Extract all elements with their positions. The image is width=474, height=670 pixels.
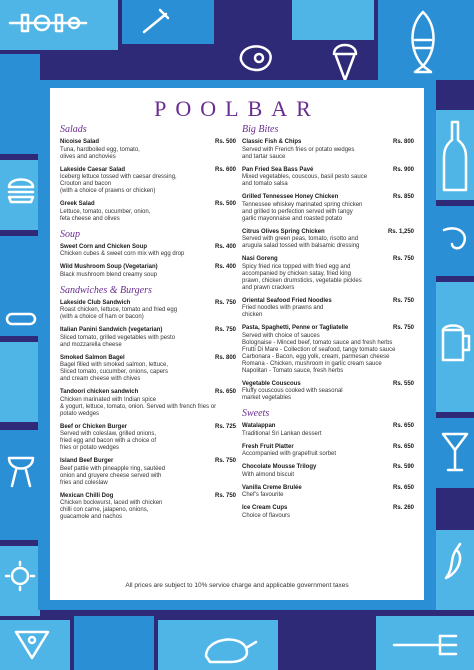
menu-column-right [242, 124, 414, 526]
grill-icon [6, 450, 36, 490]
cocktail-icon [440, 430, 470, 474]
item-name: Lakeside Club Sandwich [60, 299, 131, 306]
item-description: Served with choice of sauces [242, 332, 320, 339]
item-description: Bagel filled with smoked salmon, lettuce, [60, 362, 169, 368]
steak-icon [235, 40, 275, 74]
item-name: Smoked Salmon Bagel [60, 354, 125, 361]
item-description: Fried noodles with prawns and [242, 305, 324, 311]
item-description: Frutti Di Mare - Collection of seafood, tangy tomato sauce [242, 346, 396, 353]
item-price: Rs. 900 [392, 166, 414, 173]
menu-item [242, 505, 414, 520]
item-name: Nicoise Salad [60, 139, 100, 145]
menu-item [60, 264, 236, 279]
item-price: Rs. 750 [214, 458, 236, 464]
bg-tile [0, 342, 40, 422]
menu-item [60, 424, 236, 453]
item-description: Traditional Sri Lankan dessert [242, 430, 322, 437]
item-name: Fresh Fruit Platter [242, 443, 294, 450]
item-price: Rs. 1,250 [387, 228, 414, 235]
item-description: garlic mayonnaise and roasted potato [242, 215, 343, 222]
section-heading: Salads [60, 124, 87, 135]
item-price: Rs. 750 [214, 327, 236, 333]
bg-tile [292, 0, 374, 40]
menu-item [60, 167, 236, 196]
bottle-icon [440, 118, 470, 194]
item-price: Rs. 400 [214, 243, 236, 250]
item-description: feta cheese and olives [60, 215, 120, 222]
item-description: Iceberg lettuce tossed with caesar dressing, [60, 174, 177, 180]
skewer-icon [8, 8, 88, 38]
item-name: Wild Mushroom Soup (Vegetarian) [60, 264, 158, 270]
burger-icon [6, 175, 36, 205]
item-description: Served with French fries or potato wedges [242, 146, 355, 153]
item-price: Rs. 750 [392, 256, 414, 262]
item-description: Choice of flavours [242, 512, 291, 519]
section-heading: Big Bites [242, 124, 279, 135]
chili-icon [440, 542, 470, 582]
item-price: Rs. 650 [392, 443, 414, 450]
ice-cream-icon [330, 40, 360, 82]
fork-icon [140, 6, 170, 36]
item-price: Rs. 500 [214, 139, 236, 145]
item-name: Ice Cream Cups [242, 505, 288, 511]
item-description: Lettuce, tomato, cucumber, onion, [60, 208, 151, 215]
item-description: Black mushroom blend creamy soup [60, 271, 158, 278]
menu-item [242, 194, 414, 223]
item-price: Rs. 260 [392, 505, 414, 511]
item-description: Crouton and bacon [60, 181, 112, 187]
item-name: Chocolate Mousse Trilogy [242, 464, 317, 470]
item-description: olives and anchovies [60, 153, 116, 160]
item-description: Tuna, hardboiled egg, tomato, [60, 146, 140, 153]
item-price: Rs. 800 [214, 354, 236, 361]
item-description: and grilled to perfection served with tangy [242, 208, 353, 215]
item-description: accompanied by chicken satay, fried king [242, 270, 351, 277]
item-description: and tartar sauce [242, 153, 286, 160]
item-price: Rs. 550 [392, 380, 414, 387]
item-name: Pan Fried Sea Bass Pavé [242, 166, 314, 173]
chicken-icon [200, 626, 260, 666]
fork-icon [390, 630, 460, 660]
item-description: and mozzarella cheese [60, 341, 122, 348]
section-heading: Sandwiches & Burgers [60, 284, 152, 296]
menu-item [60, 458, 236, 487]
item-description: Chicken marinated with Indian spice [60, 396, 157, 403]
item-description: Fluffy couscous cooked with seasonal [242, 388, 343, 394]
item-description: fries and coleslaw [60, 479, 108, 486]
item-description: Sliced tomato, cucumber, onions, capers [60, 369, 169, 375]
section-heading: Sweets [242, 408, 270, 419]
item-name: Grilled Tennessee Honey Chicken [242, 194, 339, 200]
menu-item [242, 167, 414, 189]
menu-item [60, 300, 236, 322]
item-description: Chicken bockwurst, laced with chicken [60, 500, 163, 506]
item-name: Lakeside Caesar Salad [60, 166, 126, 173]
item-price: Rs. 590 [392, 464, 414, 470]
bg-tile [0, 54, 40, 154]
item-name: Oriental Seafood Fried Noodles [242, 297, 332, 304]
item-price: Rs. 800 [392, 139, 414, 145]
item-description: (with a choice of ham or bacon) [60, 314, 144, 320]
item-price: Rs. 650 [214, 389, 236, 395]
item-description: With almond biscuit [242, 471, 295, 478]
menu-item [242, 464, 414, 479]
item-description: Spicy fried rice topped with fried egg and [242, 263, 351, 270]
item-description: & yogurt, lettuce, tomato, onion. Served with french fries or [60, 403, 217, 410]
item-description: arugula salad tossed with balsamic dressing [242, 243, 360, 249]
item-name: Mexican Chilli Dog [60, 492, 114, 499]
item-price: Rs. 750 [214, 299, 236, 306]
item-description: Chicken cubes & sweet corn mix with egg drop [60, 251, 185, 257]
menu-item [242, 381, 414, 403]
item-price: Rs. 750 [392, 325, 414, 331]
item-price: Rs. 400 [214, 264, 236, 270]
item-price: Rs. 850 [392, 194, 414, 200]
item-description: potato wedges [60, 410, 100, 417]
item-price: Rs. 750 [214, 492, 236, 499]
item-price: Rs. 650 [392, 484, 414, 491]
menu-item [60, 244, 236, 259]
menu-item [242, 229, 414, 251]
menu-column-left [60, 124, 236, 527]
menu-item [60, 201, 236, 223]
fish-icon [405, 10, 441, 74]
menu-item [242, 298, 414, 320]
menu-item [60, 493, 236, 522]
menu-item [242, 256, 414, 292]
item-name: Watalappan [242, 423, 276, 429]
item-name: Vanilla Creme Brulée [242, 484, 302, 491]
item-description: (with a choice of prawns or chicken) [60, 188, 156, 194]
item-description: onion and gruyere cheese served with [60, 472, 162, 479]
item-name: Vegetable Couscous [242, 380, 301, 387]
item-price: Rs. 650 [392, 423, 414, 429]
item-name: Italian Panini Sandwich (vegetarian) [60, 327, 163, 333]
menu-item [60, 389, 236, 418]
menu-item [242, 139, 414, 161]
item-description: Beef pattie with pineapple ring, sautéed [60, 465, 166, 472]
item-name: Pasta, Spaghetti, Penne or Tagliatelle [242, 325, 349, 331]
bg-tile [282, 616, 372, 670]
section-heading: Soup [60, 228, 80, 240]
item-description: Romana - Chicken, mushroom in garlic cream sauce [242, 360, 382, 367]
item-description: Roast chicken, lettuce, tomato and fried egg [60, 307, 178, 313]
price-disclaimer: All prices are subject to 10% service charge and applicable government taxes [125, 582, 349, 589]
menu-item [60, 139, 236, 161]
item-description: Sliced tomato, grilled vegetables with pesto [60, 334, 176, 341]
item-price: Rs. 750 [392, 297, 414, 304]
item-description: Chef's favourite [242, 492, 284, 498]
item-description: fries or potato wedges [60, 445, 120, 451]
bg-tile [74, 616, 154, 670]
item-price: Rs. 600 [214, 166, 236, 173]
item-description: fried egg and bacon with a choice of [60, 438, 157, 444]
item-description: and tomato salsa [242, 181, 288, 187]
item-name: Greek Salad [60, 201, 95, 207]
menu-item [242, 325, 414, 375]
menu-item [242, 423, 414, 438]
item-description: and prawn crackers [242, 284, 295, 291]
menu-card [50, 88, 424, 600]
menu-item [242, 444, 414, 459]
menu-title: POOLBAR [154, 96, 320, 121]
item-description: Served with coleslaw, grilled onions, [60, 431, 157, 437]
item-name: Nasi Goreng [242, 256, 278, 262]
item-description: and cream cheese with chives [60, 376, 141, 382]
item-description: chicken [242, 312, 263, 318]
item-price: Rs. 500 [214, 201, 236, 207]
item-name: Citrus Olives Spring Chicken [242, 228, 325, 235]
item-name: Beef or Chicken Burger [60, 423, 128, 430]
item-description: chilli con carne, jalapeno, onions, [60, 507, 149, 513]
menu-item [242, 485, 414, 500]
item-price: Rs. 725 [214, 423, 236, 430]
item-description: Napolitan - Tomato sauce, fresh herbs [242, 367, 344, 374]
sun-icon [4, 560, 36, 592]
menu-item [60, 327, 236, 349]
item-description: Mixed vegetables, couscous, basil pesto sauce [242, 174, 368, 180]
item-description: Tennessee whiskey marinated spring chicken [242, 201, 363, 208]
pizza-icon [12, 626, 52, 662]
item-name: Island Beef Burger [60, 458, 114, 464]
item-description: market vegetables [242, 395, 292, 401]
sausage-icon [4, 310, 38, 328]
item-description: Accompanied with grapefruit sorbet [242, 451, 337, 457]
item-name: Tandoori chicken sandwich [60, 389, 139, 395]
shrimp-icon [440, 222, 472, 252]
item-name: Classic Fish & Chips [242, 139, 302, 145]
item-description: Carbonara - Bacon, egg yolk, cream, parmesan cheese [242, 353, 390, 360]
beer-mug-icon [440, 320, 472, 364]
item-description: Bolognaise - Minced beef, tomato sauce and fresh herbs [242, 339, 393, 346]
item-description: Served with green peas, tomato, risotto and [242, 236, 359, 242]
item-name: Sweet Corn and Chicken Soup [60, 243, 148, 250]
menu-item [60, 355, 236, 384]
item-description: guacamole and nachos [60, 514, 123, 520]
item-description: prawn, chicken drumsticks, vegetable pickles [242, 277, 362, 284]
